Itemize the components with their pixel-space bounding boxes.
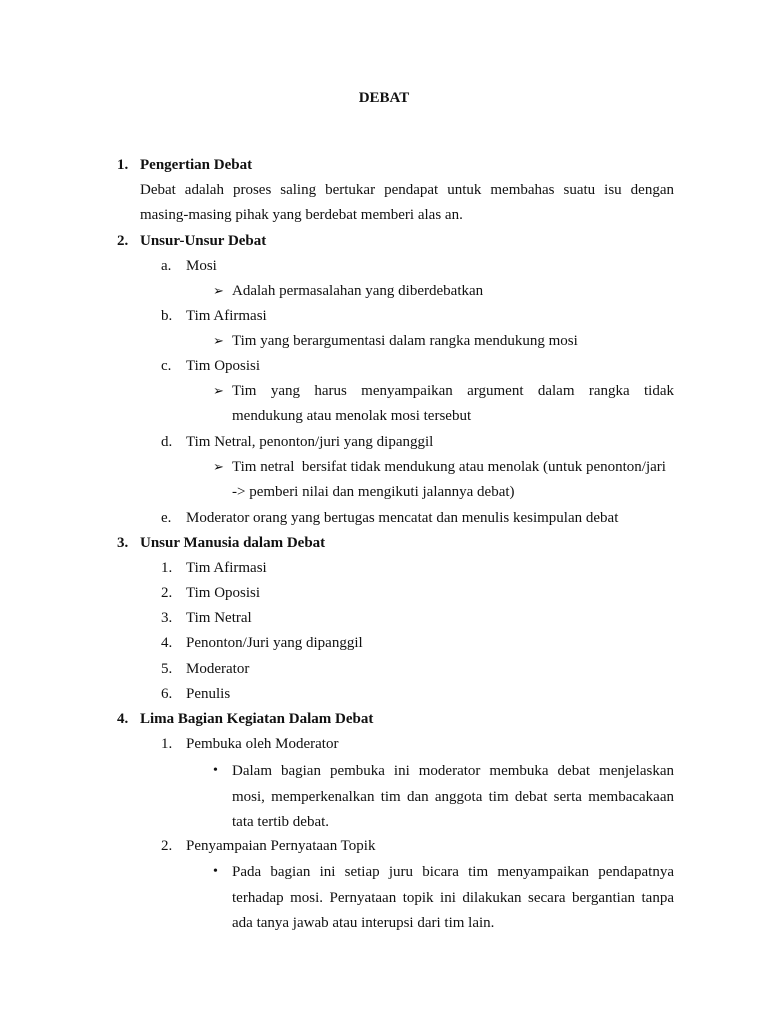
list-item: Penulis <box>186 686 231 702</box>
section-1-paragraph-line: masing-masing pihak yang berdebat memberi alas an. <box>140 207 463 223</box>
list-item-description: -> pemberi nilai dan mengikuti jalannya debat) <box>232 484 515 500</box>
list-item-description: Tim netral bersifat tidak mendukung atau menolak (untuk penonton/jari <box>232 459 666 475</box>
section-1-heading: Pengertian Debat <box>140 157 253 173</box>
list-item-description: Dalam bagian pembuka ini moderator membuka debat menjelaskan <box>232 763 674 779</box>
section-3-heading: Unsur Manusia dalam Debat <box>140 535 326 551</box>
list-item: Moderator <box>186 661 250 677</box>
arrow-bullet-icon: ➢ <box>213 283 224 298</box>
list-item: Mosi <box>186 258 217 274</box>
list-item-description: Tim yang berargumentasi dalam rangka mendukung mosi <box>232 333 578 349</box>
list-item: Moderator orang yang bertugas mencatat dan menulis kesimpulan debat <box>186 510 619 526</box>
list-item: Tim Afirmasi <box>186 560 267 576</box>
arrow-bullet-icon: ➢ <box>213 333 224 348</box>
list-item-description: mendukung atau menolak mosi tersebut <box>232 408 472 424</box>
list-item-description: mosi, memperkenalkan tim dan anggota tim debat serta membacakaan <box>232 789 674 805</box>
list-item: Tim Netral, penonton/juri yang dipanggil <box>186 434 434 450</box>
section-1-paragraph-line: Debat adalah proses saling bertukar pendapat untuk membahas suatu isu dengan <box>140 182 674 198</box>
section-4-number: 4. <box>117 711 129 727</box>
list-marker: 3. <box>161 610 173 626</box>
list-marker: 5. <box>161 661 173 677</box>
list-marker: 2. <box>161 838 173 854</box>
list-item-description: Tim yang harus menyampaikan argument dalam rangka tidak <box>232 383 674 399</box>
bullet-dot-icon: • <box>213 864 218 879</box>
list-item: Pembuka oleh Moderator <box>186 736 339 752</box>
list-item-description: Adalah permasalahan yang diberdebatkan <box>232 283 484 299</box>
list-item: Penyampaian Pernyataan Topik <box>186 838 376 854</box>
list-item: Tim Oposisi <box>186 585 261 601</box>
list-item-description: terhadap mosi. Pernyataan topik ini dilakukan secara bergantian tanpa <box>232 890 674 906</box>
list-item-description: ada tanya jawab atau interupsi dari tim lain. <box>232 915 495 931</box>
list-marker: a. <box>161 258 172 274</box>
list-marker: e. <box>161 510 172 526</box>
section-2-number: 2. <box>117 233 129 249</box>
list-marker: 1. <box>161 736 173 752</box>
list-item: Tim Netral <box>186 610 252 626</box>
list-item-description: tata tertib debat. <box>232 814 330 830</box>
list-item: Tim Oposisi <box>186 358 261 374</box>
section-2-heading: Unsur-Unsur Debat <box>140 233 267 249</box>
arrow-bullet-icon: ➢ <box>213 383 224 398</box>
list-marker: d. <box>161 434 173 450</box>
list-item: Penonton/Juri yang dipanggil <box>186 635 363 651</box>
list-marker: 2. <box>161 585 173 601</box>
arrow-bullet-icon: ➢ <box>213 459 224 474</box>
list-marker: 6. <box>161 686 173 702</box>
bullet-dot-icon: • <box>213 763 218 778</box>
section-1-number: 1. <box>117 157 129 173</box>
section-3-number: 3. <box>117 535 129 551</box>
list-marker: c. <box>161 358 172 374</box>
list-marker: 4. <box>161 635 173 651</box>
list-item: Tim Afirmasi <box>186 308 267 324</box>
document-title: DEBAT <box>358 90 410 106</box>
list-marker: 1. <box>161 560 173 576</box>
section-4-heading: Lima Bagian Kegiatan Dalam Debat <box>140 711 374 727</box>
list-item-description: Pada bagian ini setiap juru bicara tim menyampaikan pendapatnya <box>232 864 674 880</box>
list-marker: b. <box>161 308 173 324</box>
